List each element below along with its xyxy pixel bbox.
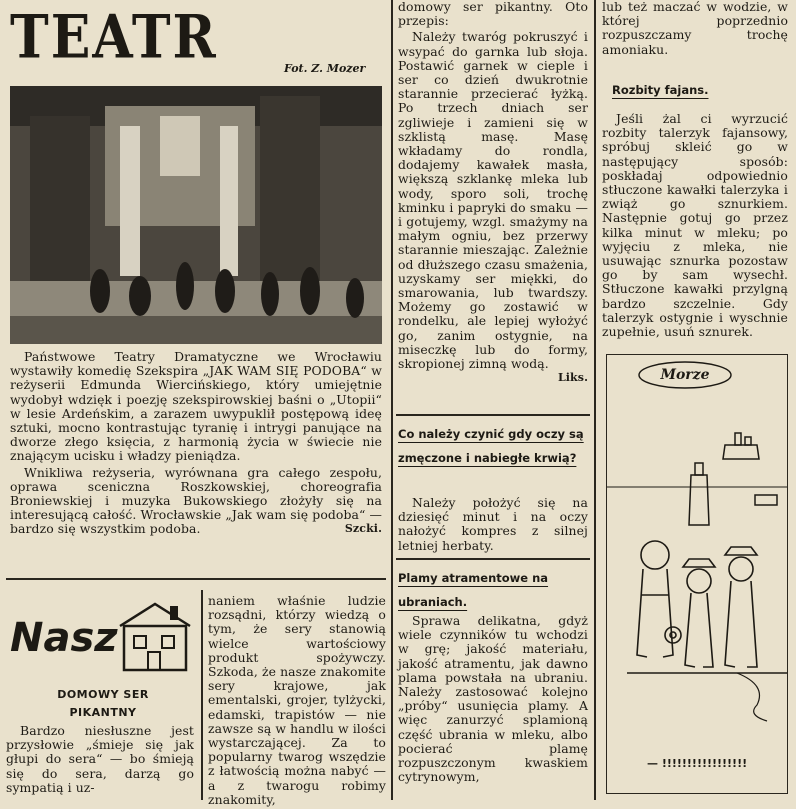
theatre-photo: [10, 86, 382, 344]
section-divider: [396, 558, 590, 560]
recipe-intro: domowy ser pikantny. Oto przepis:: [398, 0, 588, 29]
ink-heading: Plamy atramentowe na ubraniach.: [398, 571, 549, 609]
teatr-paragraph-1: Państwowe Teatry Dramatyczne we Wrocławiu wystawiły komedię Szekspira „JAK WAM SIĘ PODOBA“ w reżyserii Edmunda Wiercińskiego, który umiejętnie wydobył wdzięk i poezję szekspirowskiej baśni o „Utopii“ w lesie Ardeńskim, a zarazem uwypuklił postępową ideę sztuki, mocno kontrastując tyranię i intrygi panujące na dworze złego księcia, z harmonią życia w świecie nie znającym ucisku i władzy pieniądza.: [10, 349, 382, 464]
column-rule: [201, 590, 203, 800]
eyes-text: [398, 496, 588, 555]
nasz-logo: [10, 596, 196, 680]
plate-paragraph: Jeśli żal ci wyrzucić rozbity talerzyk fajansowy, spróbuj skleić go w następujący sposób: poskładaj odpowiednio stłuczone kawałki talerzyka i zwiąż go sznurkiem. Następnie gotuj go przez kilka minut w mleku; po wyjęciu z mleka, nie usuwając sznurka pozostaw go by sam wysechł. Stłuczone kawałki przylgną bardzo szczelnie. Gdy talerzyk ostygnie i wyschnie zupełnie, usuń sznurek.: [602, 111, 788, 340]
section-divider: [396, 414, 590, 416]
col4-top: [602, 0, 788, 59]
cartoon-title: Morze: [660, 367, 710, 383]
eyes-paragraph: Należy położyć się na dziesięć minut i na oczy nałożyć kompres z silnej letniej herbaty.: [398, 495, 588, 553]
teatr-paragraph-2-text: Wnikliwa reżyseria, wyrównana gra całego zespołu, oprawa sceniczna Roszkowskiej, choreografia Broniewskiej i muzyka Bukowskiego złożyły się na interesującą całość. Wrocławskie „Jak wam się podoba“ — bardzo się wszystkim podoba.: [10, 464, 382, 537]
recipe-signature: Liks.: [557, 371, 588, 385]
eyes-heading: Co należy czynić gdy oczy są zmęczone i nabiegłe krwią?: [398, 427, 584, 465]
ink-text: [398, 614, 588, 786]
plate-text: [602, 112, 788, 341]
teatr-title: TEATR: [10, 2, 218, 73]
photo-credit: Fot. Z. Mozer: [284, 62, 366, 75]
cartoon-drawing: [607, 355, 787, 793]
column-rule: [391, 0, 393, 800]
domowy-ser-heading-line2: PIKANTNY: [69, 706, 137, 719]
cartoon-caption: — !!!!!!!!!!!!!!!!!: [647, 757, 748, 770]
col3-recipe: [398, 0, 588, 385]
nasz-paragraph-1: Bardzo niesłuszne jest przysłowie „śmieje się jak głupi do sera“ — bo śmieją się do sera, darzą go sympatią i uz-: [6, 723, 194, 795]
domowy-ser-heading-line1: DOMOWY SER: [57, 688, 149, 701]
nasz-text-col1: [6, 724, 194, 797]
plate-heading: Rozbity fajans.: [612, 83, 709, 97]
ink-continuation: lub też maczać w wodzie, w której poprzednio rozpuszczamy trochę amoniaku.: [602, 0, 788, 57]
teatr-article: [10, 350, 382, 539]
section-divider: [6, 578, 386, 580]
nasz-logo-text: Nasz: [10, 615, 118, 661]
ink-paragraph: Sprawa delikatna, gdyż wiele czynników tu wchodzi w grę; jakość materiału, jakość atramentu, jak dawno plama powstała na ubraniu. Należy zastosować kolejno „próby“ usunięcia plamy. A więc zanurzyć splamioną część ubrania w mleku, albo pocierać plamę rozpuszczonym kwaskiem cytrynowym,: [398, 613, 588, 785]
nasz-paragraph-2: naniem właśnie ludzie rozsądni, którzy wiedzą o tym, że sery stanowią wielce wartościowy produkt spożywczy. Szkoda, że nasze znakomite sery krajowe, jak ementalski, grojer, tylżycki, edamski, trapistów — nie zawsze są w handlu w ilości wystarczającej. Za to popularny twarog wszędzie z łatwością można nabyć — a z twarogu robimy znakomity,: [208, 593, 386, 807]
nasz-text-col2: [208, 594, 386, 809]
cartoon-box: [606, 354, 788, 794]
teatr-signature: Szcki.: [344, 522, 382, 536]
column-rule: [594, 0, 596, 800]
recipe-body: Należy twaróg pokruszyć i wsypać do garnka lub słoja. Postawić garnek w cieple i ser co dzień dwukrotnie starannie przecierać łyżką. Po trzech dniach ser zgliwieje i zamieni się w szklistą masę. Masę wkładamy do rondla, dodajemy kawałek masła, większą szklankę mleka lub wody, sporo soli, trochę kminku i papryki do smaku — i gotujemy, wzgl. smażymy na małym ogniu, bez przerwy starannie mieszając. Zależnie od dłuższego czasu smażenia, uzyskamy ser miękki, do smarowania, lub twardszy. Możemy go zostawić w rondelku, ale lepiej wyłożyć go, zanim ostygnie, na miseczkę lub do formy, skropionej zimną wodą.: [398, 29, 588, 372]
stage-scene-image: [10, 86, 382, 344]
teatr-paragraph-2: [10, 466, 382, 537]
recipe-text: [398, 29, 588, 385]
domowy-ser-heading: [10, 686, 196, 722]
